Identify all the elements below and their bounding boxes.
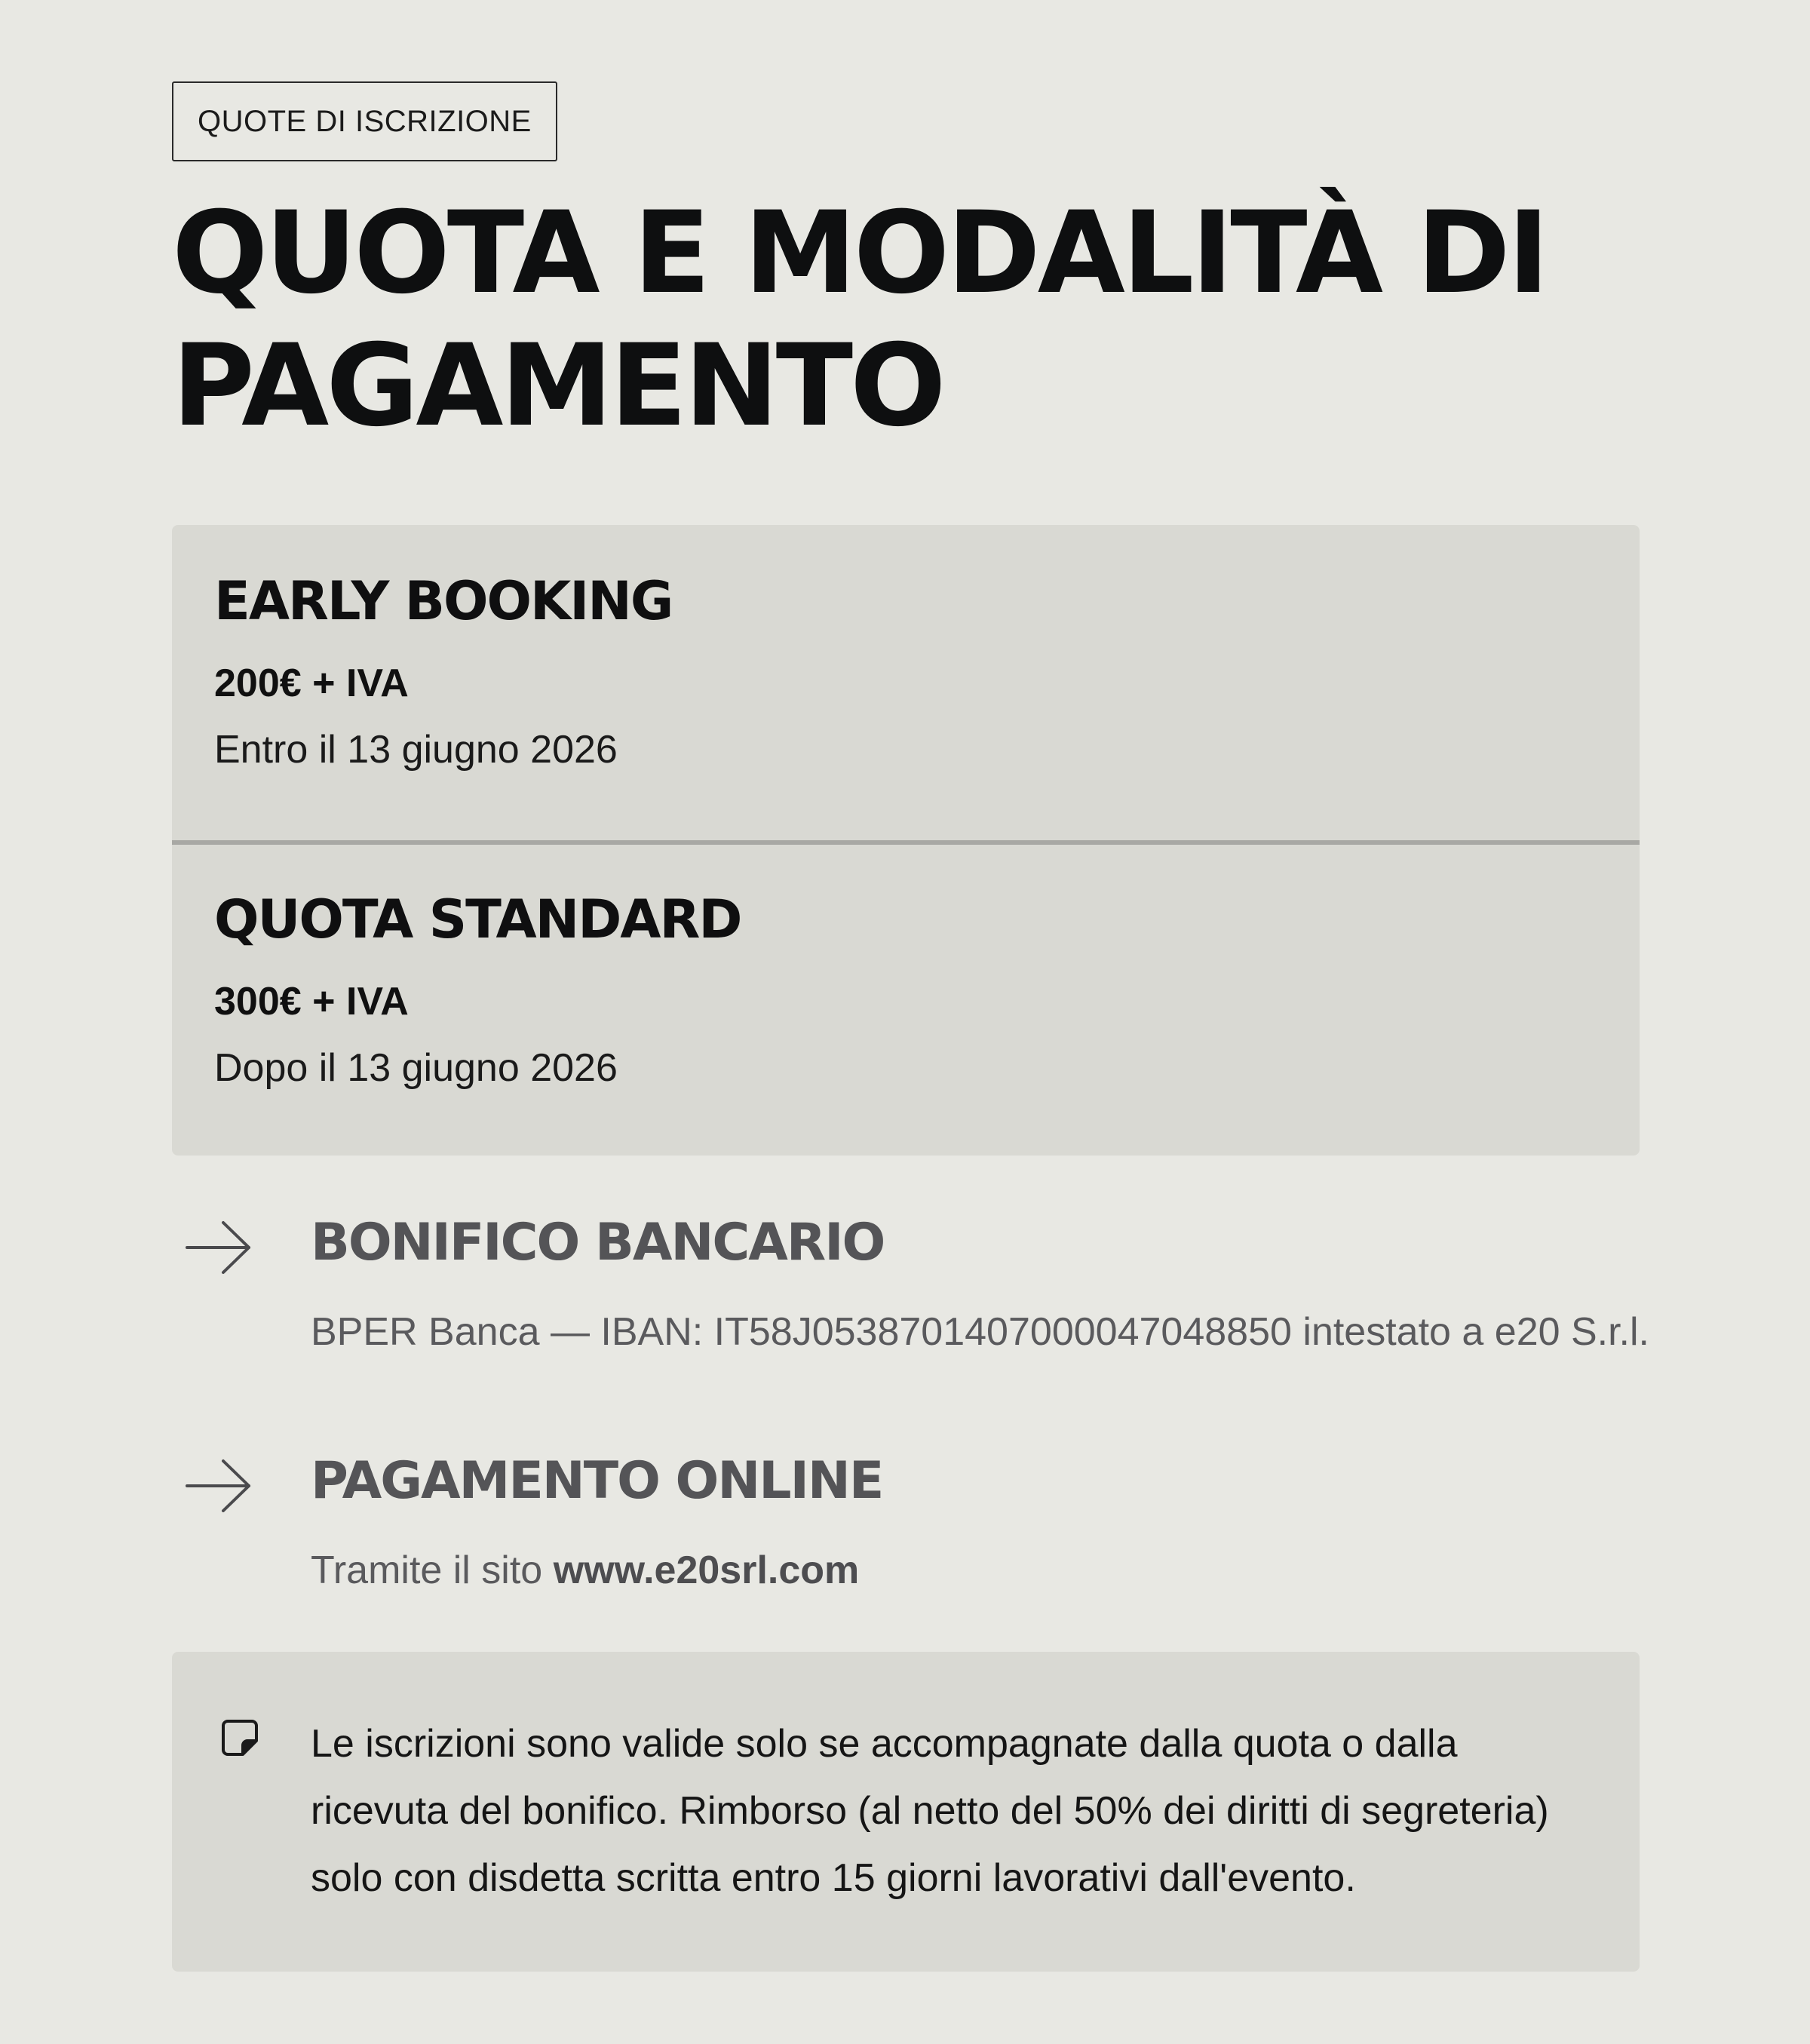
pricing-tier-early-booking <box>172 525 1640 840</box>
bank-details: BPER Banca — IBAN: IT58J0538701407000047048850 intestato a e20 S.r.l. <box>311 1310 1650 1354</box>
tier-name: EARLY BOOKING <box>214 570 673 632</box>
tier-name: QUOTA STANDARD <box>214 888 741 950</box>
sticky-note-icon <box>220 1718 259 1757</box>
arrow-right-icon <box>186 1220 252 1275</box>
payment-method-online <box>172 1444 1640 1594</box>
payment-section <box>172 81 1650 1972</box>
method-title: BONIFICO BANCARIO <box>311 1213 885 1272</box>
notice-text: Le iscrizioni sono valide solo se accompagnate dalla quota o dalla ricevuta del bonifico. Rimborso (al netto del 50% dei diritti di segreteria) solo con disdetta scritta entro 15 giorni lavorativi dall'evento. <box>311 1722 1549 1900</box>
tier-price: 300€ + IVA <box>214 980 409 1024</box>
arrow-right-icon <box>186 1459 252 1513</box>
online-payment-description <box>311 1546 1640 1594</box>
description-prefix: Tramite il sito <box>311 1548 554 1592</box>
payment-method-bank-transfer <box>172 1205 1650 1356</box>
pricing-tier-standard <box>172 840 1640 1156</box>
tier-price: 200€ + IVA <box>214 661 409 705</box>
section-tag: QUOTE DI ISCRIZIONE <box>172 81 557 161</box>
method-title: PAGAMENTO ONLINE <box>311 1451 883 1511</box>
tier-deadline: Entro il 13 giugno 2026 <box>214 728 618 772</box>
page-title: QUOTA E MODALITÀ DI PAGAMENTO <box>172 188 1547 452</box>
tier-deadline: Dopo il 13 giugno 2026 <box>214 1046 618 1090</box>
notice-box <box>172 1652 1640 1972</box>
pricing-card <box>172 525 1640 1156</box>
website-link[interactable]: www.e20srl.com <box>553 1548 860 1592</box>
